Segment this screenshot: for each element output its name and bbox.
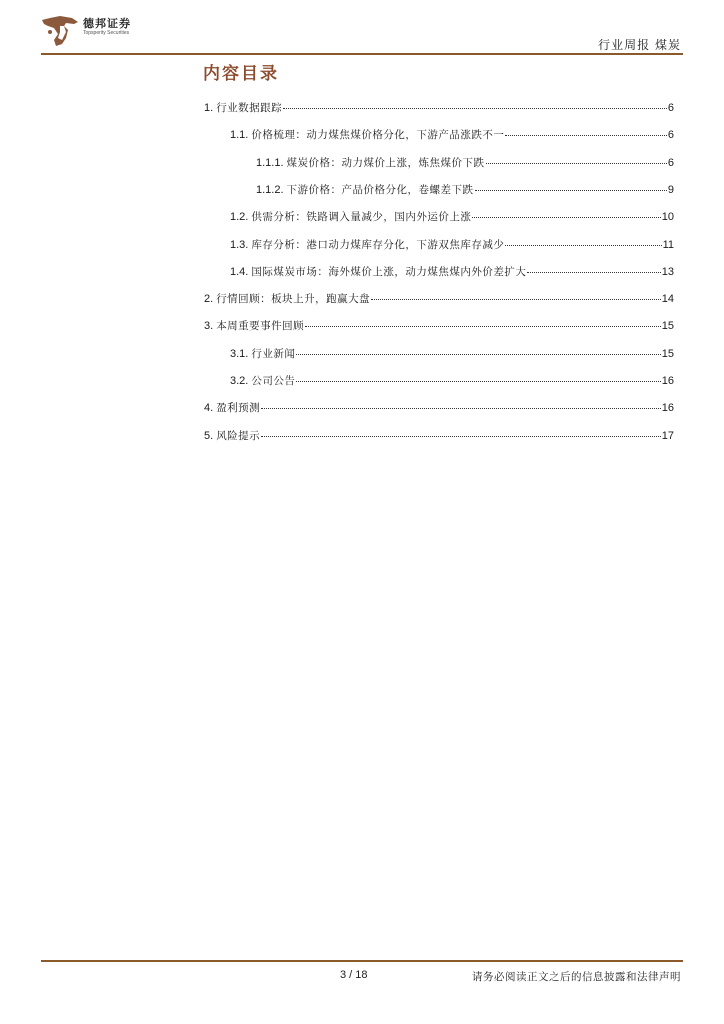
toc-entry-number: 1.1.1. — [256, 157, 284, 169]
toc-entry-number: 2. — [204, 293, 214, 305]
toc-entry-number: 1. — [204, 102, 214, 114]
toc-leader-dots — [505, 235, 661, 246]
toc-leader-dots — [505, 125, 667, 136]
toc-leader-dots — [261, 398, 661, 409]
toc-entry[interactable] — [230, 264, 674, 278]
toc-entry-number: 5. — [204, 430, 214, 442]
toc-leader-dots — [486, 153, 667, 164]
toc-entry-title: 供需分析：铁路调入量减少，国内外运价上涨 — [251, 211, 472, 223]
toc-leader-dots — [475, 180, 667, 191]
toc-leader-dots — [371, 289, 661, 300]
toc-entry[interactable] — [204, 100, 674, 114]
footer-divider — [41, 960, 683, 962]
toc-entry-title: 本周重要事件回顾 — [216, 320, 305, 332]
toc-entry-page: 11 — [662, 239, 674, 251]
brand-name-cn: 德邦证券 — [83, 17, 131, 30]
toc-entry-page: 16 — [661, 402, 674, 414]
toc-entry-title: 风险提示 — [216, 430, 261, 442]
toc-entry-title: 价格梳理：动力煤焦煤价格分化，下游产品涨跌不一 — [251, 129, 505, 141]
toc-entry-title: 煤炭价格：动力煤价上涨，炼焦煤价下跌 — [286, 157, 485, 169]
toc-entry-page: 16 — [661, 375, 674, 387]
page-indicator: 3 / 18 — [340, 969, 368, 981]
toc-leader-dots — [296, 371, 660, 382]
header-divider — [41, 53, 683, 55]
toc-entry[interactable] — [230, 209, 674, 223]
toc-entry[interactable] — [204, 400, 674, 414]
toc-leader-dots — [527, 262, 660, 273]
toc-entry-title: 行业数据跟踪 — [216, 102, 283, 114]
toc-entry[interactable] — [230, 373, 674, 387]
toc-entry-page: 13 — [661, 266, 674, 278]
brand-name-en: Topsperity Securities — [83, 30, 130, 36]
toc-entry[interactable] — [204, 291, 674, 305]
toc-entry-title: 盈利预测 — [216, 402, 261, 414]
toc-leader-dots — [261, 426, 661, 437]
toc-entry-number: 1.3. — [230, 239, 249, 251]
page-header — [0, 0, 724, 60]
toc-entry-page: 9 — [667, 184, 674, 196]
toc-leader-dots — [296, 344, 660, 355]
toc-entry-number: 3.2. — [230, 375, 249, 387]
toc-entry-page: 6 — [667, 102, 674, 114]
toc-entry-title: 下游价格：产品价格分化，卷螺差下跌 — [286, 184, 474, 196]
toc-entry-number: 1.4. — [230, 266, 249, 278]
toc-title: 内容目录 — [203, 64, 279, 84]
toc-leader-dots — [283, 98, 667, 109]
toc-leader-dots — [305, 316, 661, 327]
footer-disclaimer: 请务必阅读正文之后的信息披露和法律声明 — [472, 971, 681, 983]
toc-entry-title: 行情回顾：板块上升，跑赢大盘 — [216, 293, 371, 305]
toc-entry-number: 1.1. — [230, 129, 249, 141]
toc-leader-dots — [472, 207, 660, 218]
toc-entry-number: 1.1.2. — [256, 184, 284, 196]
toc-entry[interactable] — [256, 182, 674, 196]
toc-entry[interactable] — [230, 346, 674, 360]
toc-entry-page: 10 — [661, 211, 674, 223]
toc-entry[interactable] — [256, 155, 674, 169]
brand-logo — [40, 14, 131, 48]
toc-entry-page: 15 — [661, 348, 674, 360]
toc-entry-page: 6 — [667, 129, 674, 141]
toc-entry-title: 库存分析：港口动力煤库存分化，下游双焦库存减少 — [251, 239, 505, 251]
toc-entry-page: 15 — [661, 320, 674, 332]
toc-entry-number: 3. — [204, 320, 214, 332]
toc-entry-number: 3.1. — [230, 348, 249, 360]
toc-entry[interactable] — [230, 127, 674, 141]
toc-entry-title: 行业新闻 — [251, 348, 296, 360]
toc-entry-page: 17 — [661, 430, 674, 442]
toc-entry[interactable] — [230, 237, 674, 251]
toc-entry-number: 1.2. — [230, 211, 249, 223]
brand-logo-icon — [40, 14, 80, 48]
report-tag: 行业周报 煤炭 — [598, 38, 681, 52]
toc-entry-title: 公司公告 — [251, 375, 296, 387]
toc-entry-title: 国际煤炭市场：海外煤价上涨，动力煤焦煤内外价差扩大 — [251, 266, 527, 278]
toc-entry-page: 6 — [667, 157, 674, 169]
toc-entry[interactable] — [204, 318, 674, 332]
toc-entry[interactable] — [204, 428, 674, 442]
toc-entry-page: 14 — [661, 293, 674, 305]
toc-entry-number: 4. — [204, 402, 214, 414]
